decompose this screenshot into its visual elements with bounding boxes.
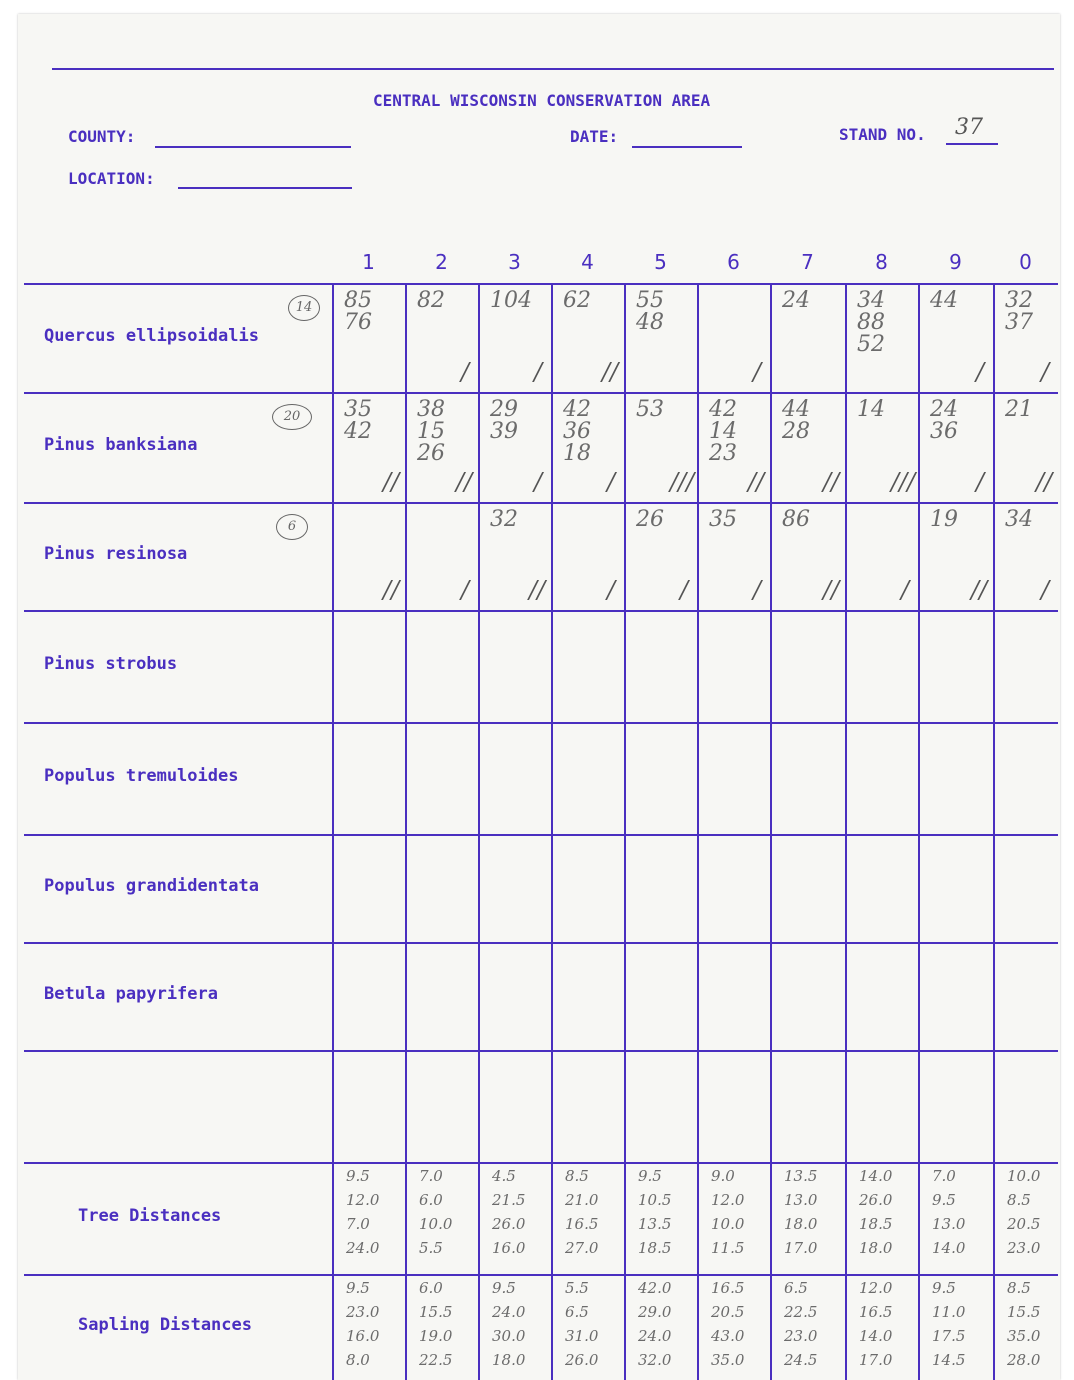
distance-value: 14.0	[932, 1239, 966, 1257]
top-rule	[52, 68, 1054, 70]
tree-diameter: 35	[709, 507, 737, 532]
distance-value: 14.0	[859, 1327, 893, 1345]
tally-mark: /	[976, 468, 985, 496]
tree-diameter: 76	[344, 310, 372, 335]
tally-mark: //	[823, 468, 840, 496]
tally-mark: //	[748, 468, 765, 496]
tree-diameter: 36	[930, 419, 958, 444]
distance-value: 21.5	[492, 1191, 526, 1209]
distance-value: 35.0	[1007, 1327, 1041, 1345]
distance-value: 9.0	[711, 1167, 735, 1185]
tree-diameter: 34	[857, 288, 885, 313]
column-rule	[405, 283, 407, 1380]
column-rule	[770, 283, 772, 1380]
row-rule	[24, 283, 1058, 285]
row-rule	[24, 502, 1058, 504]
distance-value: 35.0	[711, 1351, 745, 1369]
distance-value: 9.5	[932, 1191, 956, 1209]
tree-diameter: 86	[782, 507, 810, 532]
tree-diameter: 44	[782, 397, 810, 422]
tree-diameter: 42	[709, 397, 737, 422]
species-label: Quercus ellipsoidalis	[44, 325, 259, 346]
distance-value: 18.5	[859, 1215, 893, 1233]
circled-total: 20	[272, 404, 312, 430]
distance-value: 9.5	[346, 1279, 370, 1297]
tree-diameter: 28	[782, 419, 810, 444]
distance-value: 24.5	[784, 1351, 818, 1369]
location-field[interactable]	[178, 187, 352, 189]
distance-value: 5.5	[419, 1239, 443, 1257]
distance-value: 26.0	[859, 1191, 893, 1209]
distance-value: 7.0	[346, 1215, 370, 1233]
column-rule	[918, 283, 920, 1380]
distance-value: 7.0	[419, 1167, 443, 1185]
tally-mark: //	[383, 576, 400, 604]
column-header: 5	[654, 250, 667, 274]
distance-value: 13.5	[638, 1215, 672, 1233]
distance-value: 7.0	[932, 1167, 956, 1185]
distance-value: 8.5	[1007, 1279, 1031, 1297]
tally-mark: //	[529, 576, 546, 604]
tally-mark: ///	[891, 468, 916, 496]
tree-diameter: 21	[1005, 397, 1033, 422]
location-label: LOCATION:	[68, 169, 155, 188]
tree-diameter: 24	[930, 397, 958, 422]
row-rule	[24, 1162, 1058, 1164]
tree-diameter: 48	[636, 310, 664, 335]
distance-value: 8.5	[565, 1167, 589, 1185]
distance-value: 10.0	[1007, 1167, 1041, 1185]
date-label: DATE:	[570, 127, 619, 146]
circled-total: 14	[288, 295, 320, 321]
distance-value: 22.5	[419, 1351, 453, 1369]
distance-value: 17.0	[859, 1351, 893, 1369]
distance-value: 14.0	[859, 1167, 893, 1185]
stand-label: STAND NO.	[839, 125, 926, 144]
distance-value: 5.5	[565, 1279, 589, 1297]
tally-mark: /	[1041, 576, 1050, 604]
tree-diameter: 23	[709, 441, 737, 466]
tree-diameter: 42	[344, 419, 372, 444]
distance-value: 18.0	[859, 1239, 893, 1257]
tree-diameter: 14	[857, 397, 885, 422]
distance-value: 26.0	[492, 1215, 526, 1233]
tally-mark: /	[1041, 358, 1050, 386]
distance-value: 10.5	[638, 1191, 672, 1209]
column-rule	[624, 283, 626, 1380]
distance-value: 16.5	[859, 1303, 893, 1321]
distance-value: 8.5	[1007, 1191, 1031, 1209]
distance-value: 23.0	[346, 1303, 380, 1321]
distance-value: 28.0	[1007, 1351, 1041, 1369]
row-rule	[24, 610, 1058, 612]
tree-diameter: 36	[563, 419, 591, 444]
distance-value: 17.0	[784, 1239, 818, 1257]
column-rule	[697, 283, 699, 1380]
tree-diameter: 52	[857, 332, 885, 357]
tree-diameter: 29	[490, 397, 518, 422]
tally-mark: /	[461, 358, 470, 386]
tree-diameter: 34	[1005, 507, 1033, 532]
tree-diameter: 85	[344, 288, 372, 313]
distance-value: 43.0	[711, 1327, 745, 1345]
distance-value: 16.5	[711, 1279, 745, 1297]
column-header: 6	[727, 250, 740, 274]
tally-mark: /	[534, 468, 543, 496]
county-field[interactable]	[155, 146, 351, 148]
distance-value: 15.5	[419, 1303, 453, 1321]
distance-value: 10.0	[419, 1215, 453, 1233]
distance-value: 16.0	[492, 1239, 526, 1257]
distance-value: 24.0	[346, 1239, 380, 1257]
tree-diameter: 37	[1005, 310, 1033, 335]
column-header: 0	[1019, 250, 1032, 274]
tree-diameter: 15	[417, 419, 445, 444]
row-rule	[24, 1050, 1058, 1052]
tree-diameter: 26	[417, 441, 445, 466]
tree-diameter: 82	[417, 288, 445, 313]
distance-value: 23.0	[1007, 1239, 1041, 1257]
tally-mark: /	[461, 576, 470, 604]
tally-mark: /	[534, 358, 543, 386]
column-header: 4	[581, 250, 594, 274]
date-field[interactable]	[632, 146, 742, 148]
data-sheet	[18, 14, 1060, 1380]
tree-diameter: 32	[1005, 288, 1033, 313]
tree-diameter: 38	[417, 397, 445, 422]
sapling-distances-label: Sapling Distances	[78, 1315, 252, 1335]
distance-value: 27.0	[565, 1239, 599, 1257]
column-rule	[551, 283, 553, 1380]
species-label: Populus grandidentata	[44, 876, 259, 896]
tree-diameter: 62	[563, 288, 591, 313]
tally-mark: //	[383, 468, 400, 496]
tree-diameter: 35	[344, 397, 372, 422]
stand-field[interactable]	[946, 143, 998, 145]
tree-diameter: 44	[930, 288, 958, 313]
column-header: 2	[435, 250, 448, 274]
tally-mark: //	[456, 468, 473, 496]
tally-mark: /	[976, 358, 985, 386]
tree-diameter: 55	[636, 288, 664, 313]
column-rule	[845, 283, 847, 1380]
tally-mark: /	[753, 358, 762, 386]
distance-value: 8.0	[346, 1351, 370, 1369]
distance-value: 4.5	[492, 1167, 516, 1185]
column-header: 7	[801, 250, 814, 274]
circled-total: 6	[276, 514, 308, 540]
distance-value: 12.0	[859, 1279, 893, 1297]
tree-diameter: 19	[930, 507, 958, 532]
distance-value: 18.0	[492, 1351, 526, 1369]
distance-value: 6.5	[565, 1303, 589, 1321]
distance-value: 19.0	[419, 1327, 453, 1345]
distance-value: 42.0	[638, 1279, 672, 1297]
distance-value: 9.5	[638, 1167, 662, 1185]
distance-value: 17.5	[932, 1327, 966, 1345]
distance-value: 6.0	[419, 1279, 443, 1297]
column-rule	[478, 283, 480, 1380]
column-header: 1	[362, 250, 375, 274]
sheet-title: CENTRAL WISCONSIN CONSERVATION AREA	[373, 91, 711, 110]
tree-diameter: 88	[857, 310, 885, 335]
distance-value: 11.0	[932, 1303, 966, 1321]
distance-value: 11.5	[711, 1239, 745, 1257]
column-header: 9	[949, 250, 962, 274]
species-label: Populus tremuloides	[44, 766, 239, 786]
tree-diameter: 26	[636, 507, 664, 532]
column-header: 8	[875, 250, 888, 274]
distance-value: 16.0	[346, 1327, 380, 1345]
tally-mark: //	[602, 358, 619, 386]
distance-value: 13.0	[784, 1191, 818, 1209]
tally-mark: /	[901, 576, 910, 604]
row-rule	[24, 1274, 1058, 1276]
tree-diameter: 24	[782, 288, 810, 313]
row-rule	[24, 834, 1058, 836]
tally-mark: /	[607, 576, 616, 604]
distance-value: 12.0	[711, 1191, 745, 1209]
distance-value: 20.5	[1007, 1215, 1041, 1233]
distance-value: 26.0	[565, 1351, 599, 1369]
distance-value: 13.5	[784, 1167, 818, 1185]
tree-distances-label: Tree Distances	[78, 1206, 222, 1226]
tally-mark: //	[971, 576, 988, 604]
tally-mark: //	[823, 576, 840, 604]
species-label: Pinus resinosa	[44, 544, 188, 564]
distance-value: 6.0	[419, 1191, 443, 1209]
tally-mark: //	[1036, 468, 1053, 496]
tally-mark: /	[607, 468, 616, 496]
stand-value: 37	[955, 115, 983, 140]
distance-value: 12.0	[346, 1191, 380, 1209]
distance-value: 6.5	[784, 1279, 808, 1297]
distance-value: 14.5	[932, 1351, 966, 1369]
column-header: 3	[508, 250, 521, 274]
county-label: COUNTY:	[68, 127, 136, 146]
distance-value: 9.5	[346, 1167, 370, 1185]
row-rule	[24, 392, 1058, 394]
distance-value: 24.0	[492, 1303, 526, 1321]
tree-diameter: 39	[490, 419, 518, 444]
row-rule	[24, 722, 1058, 724]
distance-value: 18.5	[638, 1239, 672, 1257]
distance-value: 21.0	[565, 1191, 599, 1209]
distance-value: 10.0	[711, 1215, 745, 1233]
distance-value: 30.0	[492, 1327, 526, 1345]
distance-value: 32.0	[638, 1351, 672, 1369]
tree-diameter: 32	[490, 507, 518, 532]
distance-value: 22.5	[784, 1303, 818, 1321]
distance-value: 24.0	[638, 1327, 672, 1345]
tree-diameter: 42	[563, 397, 591, 422]
distance-value: 13.0	[932, 1215, 966, 1233]
tally-mark: /	[680, 576, 689, 604]
column-rule	[332, 283, 334, 1380]
species-label: Pinus strobus	[44, 654, 178, 674]
distance-value: 20.5	[711, 1303, 745, 1321]
distance-value: 9.5	[492, 1279, 516, 1297]
distance-value: 23.0	[784, 1327, 818, 1345]
distance-value: 16.5	[565, 1215, 599, 1233]
distance-value: 18.0	[784, 1215, 818, 1233]
column-rule	[993, 283, 995, 1380]
distance-value: 29.0	[638, 1303, 672, 1321]
row-rule	[24, 942, 1058, 944]
tally-mark: /	[753, 576, 762, 604]
tally-mark: ///	[670, 468, 695, 496]
tree-diameter: 53	[636, 397, 664, 422]
tree-diameter: 14	[709, 419, 737, 444]
distance-value: 9.5	[932, 1279, 956, 1297]
species-label: Betula papyrifera	[44, 984, 218, 1004]
tree-diameter: 18	[563, 441, 591, 466]
distance-value: 31.0	[565, 1327, 599, 1345]
distance-value: 15.5	[1007, 1303, 1041, 1321]
species-label: Pinus banksiana	[44, 435, 198, 455]
tree-diameter: 104	[490, 288, 532, 313]
